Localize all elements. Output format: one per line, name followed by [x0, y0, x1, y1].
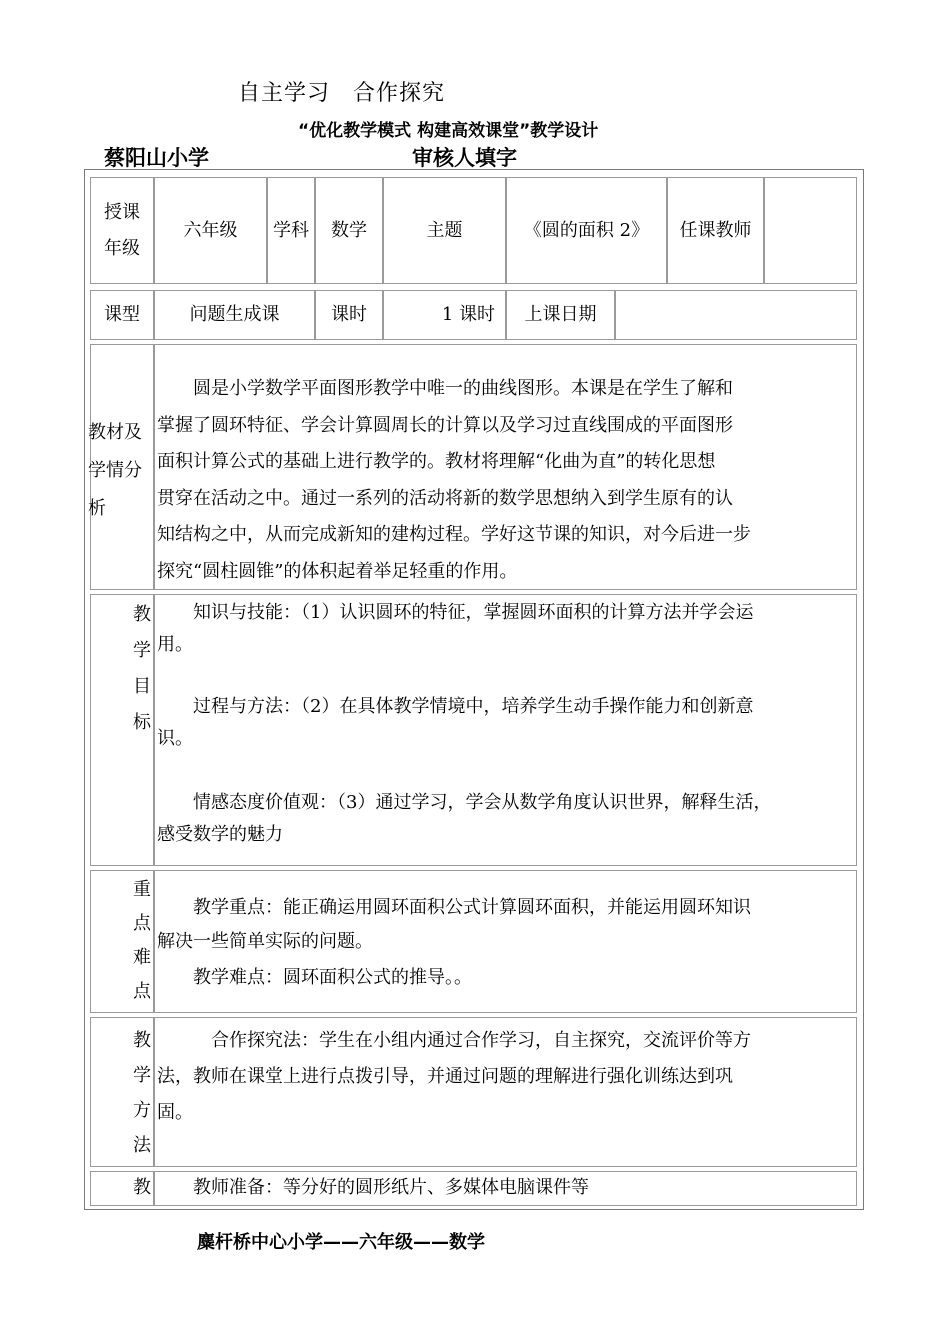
keypoints-line: 教学重点：能正确运用圆环面积公式计算圆环面积，并能运用圆环知识 [157, 897, 751, 918]
analysis-label-line: 教材及 [88, 422, 142, 443]
analysis-line: 圆是小学数学平面图形教学中唯一的曲线图形。本课是在学生了解和 [157, 378, 733, 399]
goals-text [157, 597, 771, 851]
document-subtitle: “优化教学模式 构建高效课堂”教学设计 [298, 121, 599, 141]
teacher-value-cell [764, 177, 857, 284]
type-value-cell [154, 290, 315, 340]
methods-label [133, 1023, 151, 1163]
keypoints-label-char: 点 [133, 913, 151, 934]
goals-line: 情感态度价值观：（3）通过学习，学会从数学角度认识世界，解释生活， [157, 792, 772, 813]
methods-label-char: 教 [133, 1030, 151, 1051]
keypoints-label [133, 873, 151, 1009]
keypoints-text [157, 891, 751, 995]
goals-line: 过程与方法：（2）在具体教学情境中，培养学生动手操作能力和创新意 [157, 696, 754, 717]
analysis-label-line: 学情分 [88, 460, 142, 481]
hours-label-cell [315, 290, 383, 340]
document-top-title: 自主学习 合作探究 [238, 81, 446, 106]
hours-value: 1 课时 [441, 304, 495, 325]
topic-value: 《圆的面积 2》 [523, 219, 650, 241]
analysis-line: 贯穿在活动之中。通过一系列的活动将新的数学思想纳入到学生原有的认 [157, 487, 733, 509]
date-value-cell [615, 290, 857, 340]
grade-label-cell [90, 177, 154, 284]
teacher-label: 任课教师 [679, 219, 752, 241]
grade-value-cell [154, 177, 267, 284]
keypoints-line: 解决一些简单实际的问题。 [157, 931, 373, 952]
teacher-label-cell [667, 177, 764, 284]
goals-line: 用。 [157, 634, 193, 655]
methods-label-char: 学 [133, 1065, 151, 1086]
date-label-cell [506, 290, 615, 340]
analysis-label [88, 414, 158, 528]
grade-label-line2: 年级 [104, 238, 140, 259]
type-label-cell [90, 290, 154, 340]
type-value: 问题生成课 [189, 304, 280, 325]
subject-value-cell [315, 177, 383, 284]
keypoints-line: 教学难点：圆环面积公式的推导。。 [157, 967, 472, 988]
analysis-line: 探究“圆柱圆锥”的体积起着举足轻重的作用。 [157, 560, 518, 582]
methods-label-char: 方 [133, 1100, 151, 1121]
topic-value-cell [506, 177, 667, 284]
keypoints-label-char: 难 [133, 947, 151, 968]
grade-value: 六年级 [183, 219, 238, 241]
hours-label: 课时 [331, 304, 367, 325]
school-name: 蔡阳山小学 [104, 146, 209, 170]
goals-label [133, 597, 151, 741]
goals-line: 知识与技能：（1）认识圆环的特征，掌握圆环面积的计算方法并学会运 [157, 602, 754, 623]
subject-label-cell [267, 177, 315, 284]
keypoints-label-char: 点 [133, 981, 151, 1002]
analysis-line: 知结构之中，从而完成新知的建构过程。学好这节课的知识，对今后进一步 [157, 524, 751, 545]
analysis-label-line: 析 [88, 498, 106, 519]
grade-label-line1: 授课 [104, 202, 140, 223]
goals-label-char: 教 [133, 604, 151, 625]
date-label: 上课日期 [524, 304, 597, 325]
type-label: 课型 [104, 304, 140, 325]
goals-label-char: 目 [133, 676, 151, 697]
methods-line: 固。 [157, 1102, 193, 1123]
goals-label-char: 学 [133, 640, 151, 661]
reviewer-field: 审核人填字 [412, 146, 517, 170]
subject-label: 学科 [273, 219, 309, 241]
methods-label-char: 法 [133, 1135, 151, 1156]
prep-text: 教师准备：等分好的圆形纸片、多媒体电脑课件等 [157, 1177, 589, 1198]
goals-line: 感受数学的魅力 [157, 824, 283, 845]
analysis-line: 面积计算公式的基础上进行教学的。教材将理解“化曲为直”的转化思想 [157, 451, 716, 472]
keypoints-label-char: 重 [133, 879, 151, 900]
analysis-line: 掌握了圆环特征、学会计算圆周长的计算以及学习过直线围成的平面图形 [157, 414, 733, 436]
analysis-text [157, 371, 751, 590]
goals-line: 识。 [157, 728, 193, 749]
topic-label-cell [383, 177, 506, 284]
methods-text [157, 1023, 751, 1131]
methods-line: 合作探究法：学生在小组内通过合作学习，自主探究，交流评价等方 [157, 1030, 751, 1051]
prep-label: 教 [133, 1177, 151, 1198]
subject-value: 数学 [331, 219, 367, 241]
methods-line: 法，教师在课堂上进行点拨引导，并通过问题的理解进行强化训练达到巩 [157, 1066, 733, 1087]
goals-label-char: 标 [133, 712, 151, 733]
footer-text: 麋杆桥中心小学——六年级——数学 [197, 1232, 485, 1253]
topic-label: 主题 [426, 219, 463, 241]
hours-value-cell [383, 290, 506, 340]
